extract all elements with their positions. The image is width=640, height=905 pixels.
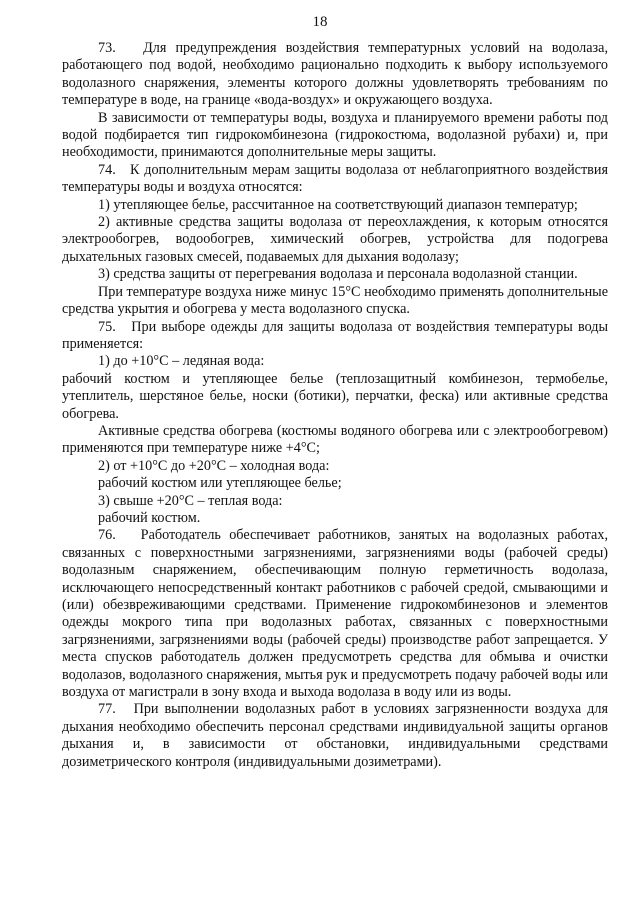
- list-item-75-3: 3) свыше +20°С – теплая вода:: [98, 492, 283, 509]
- page-number: 18: [312, 14, 328, 30]
- paragraph-76: 76. Работодатель обеспечивает работников, занятых на водолазных работах, связанных с поверхностными загрязнениями, загрязнениями воды (рабочей среды) водолазным снаряжением, обеспечивающим полную герметичность водолаза, исключающего непосредственный контакт работников с рабочей средой, смывающими и (или) обезвреживающими средствами. Применение гидрокомбинезонов и элементов одежды мокрого типа при водолазных работах, связанных с поверхностными загрязнениями, загрязнениями воды (рабочей среды) производстве работ запрещается. У места спусков работодатель должен предусмотреть средства для обмыва и очистки водолазов, водолазного снаряжения, мытья рук и предусмотреть подачу рабочей воды или воздуха от магистрали в зону входа и выхода водолаза в воду или из воды.: [62, 527, 608, 701]
- document-body: [62, 40, 608, 771]
- list-item-75-1: 1) до +10°С – ледяная вода:: [98, 353, 265, 370]
- paragraph-77: 77. При выполнении водолазных работ в условиях загрязненности воздуха для дыхания необходимо обеспечить персонал средствами индивидуальной защиты органов дыхания и, в зависимости от обстановки, индивидуальными средствами дозиметрического контроля (индивидуальными дозиметрами).: [62, 701, 608, 770]
- list-item-74-1: 1) утепляющее белье, рассчитанное на соответствующий диапазон температур;: [98, 196, 578, 213]
- list-item-74-3: 3) средства защиты от перегревания водолаза и персонала водолазной станции.: [98, 266, 578, 283]
- paragraph-73-continuation: В зависимости от температуры воды, воздуха и планируемого времени работы под водой подбирается тип гидрокомбинезона (гидрокостюма, водолазной рубахи) и, при необходимости, принимаются дополнительные меры защиты.: [62, 109, 608, 161]
- list-item-75-3-detail: рабочий костюм.: [98, 509, 201, 526]
- paragraph-74-note: При температуре воздуха ниже минус 15°С необходимо применять дополнительные средства укрытия и обогрева у места водолазного спуска.: [62, 283, 608, 318]
- list-item-75-1-note: Активные средства обогрева (костюмы водяного обогрева или с электрообогревом) применяются при температуре ниже +4°С;: [62, 422, 608, 457]
- paragraph-75: 75. При выборе одежды для защиты водолаза от воздействия температуры воды применяется:: [62, 318, 608, 352]
- list-item-75-2-detail: рабочий костюм или утепляющее белье;: [98, 475, 342, 492]
- paragraph-73: 73. Для предупреждения воздействия температурных условий на водолаза, работающего под водой, необходимо рационально подходить к выбору используемого водолазного снаряжения, элементы которого должны удовлетворять требованиям по температуре в воде, на границе «вода-воздух» и окружающего воздуха.: [62, 40, 608, 109]
- list-item-74-2: 2) активные средства защиты водолаза от переохлаждения, к которым относятся электрообогрев, водообогрев, химический обогрев, устройства для подогрева дыхательных газовых смесей, подаваемых для дыхания водолазу;: [62, 214, 608, 265]
- paragraph-74: 74. К дополнительным мерам защиты водолаза от неблагоприятного воздействия температуры воды и воздуха относятся:: [62, 161, 608, 196]
- list-item-75-2: 2) от +10°С до +20°С – холодная вода:: [98, 457, 330, 474]
- list-item-75-1-detail: рабочий костюм и утепляющее белье (теплозащитный комбинезон, термобелье, утеплитель, шерстяное белье, носки (ботики), перчатки, феска) или активные средства обогрева.: [62, 370, 608, 422]
